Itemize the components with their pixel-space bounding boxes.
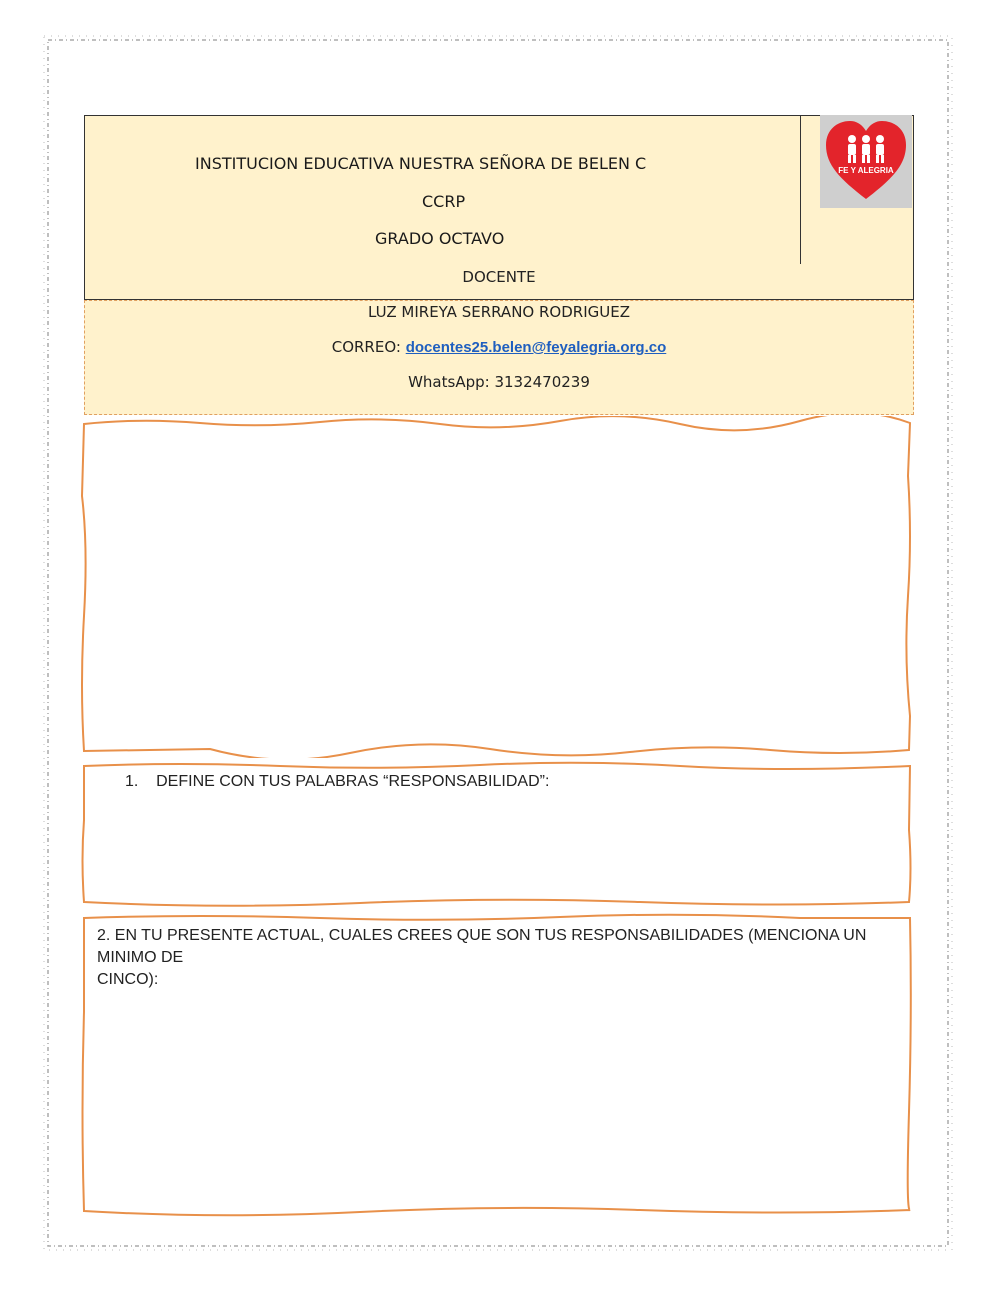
- whatsapp-line: WhatsApp: 3132470239: [408, 373, 590, 391]
- email-line: [85, 338, 913, 356]
- logo-text: FE Y ALEGRIA: [838, 166, 894, 175]
- grade-label: GRADO OCTAVO: [375, 229, 505, 248]
- header-title-block: [85, 116, 800, 264]
- question-2: [97, 925, 897, 991]
- question-1-text: DEFINE CON TUS PALABRAS “RESPONSABILIDAD”:: [156, 773, 550, 790]
- image-frame: [80, 416, 916, 758]
- header-table: [84, 115, 914, 265]
- header-subtitle: CCRP: [422, 192, 466, 211]
- institution-name: INSTITUCION EDUCATIVA NUESTRA SEÑORA DE BELEN C: [195, 154, 647, 173]
- teacher-name: LUZ MIREYA SERRANO RODRIGUEZ: [368, 303, 630, 321]
- question-2-text-cont: CINCO):: [97, 971, 159, 988]
- question-2-text: 2. EN TU PRESENTE ACTUAL, CUALES CREES QUE SON TUS RESPONSABILIDADES (MENCIONA UN MINIMO DE: [97, 927, 867, 966]
- contact-box: [84, 300, 914, 415]
- question-1: [125, 771, 549, 793]
- email-label: CORREO:: [331, 338, 406, 356]
- email-link[interactable]: docentes25.belen@feyalegria.org.co: [405, 339, 667, 356]
- fe-y-alegria-logo: [820, 115, 912, 208]
- header-divider: [800, 116, 801, 264]
- docente-label: DOCENTE: [84, 264, 914, 300]
- heart-logo-icon: [820, 115, 912, 208]
- question-1-number: 1.: [125, 773, 139, 790]
